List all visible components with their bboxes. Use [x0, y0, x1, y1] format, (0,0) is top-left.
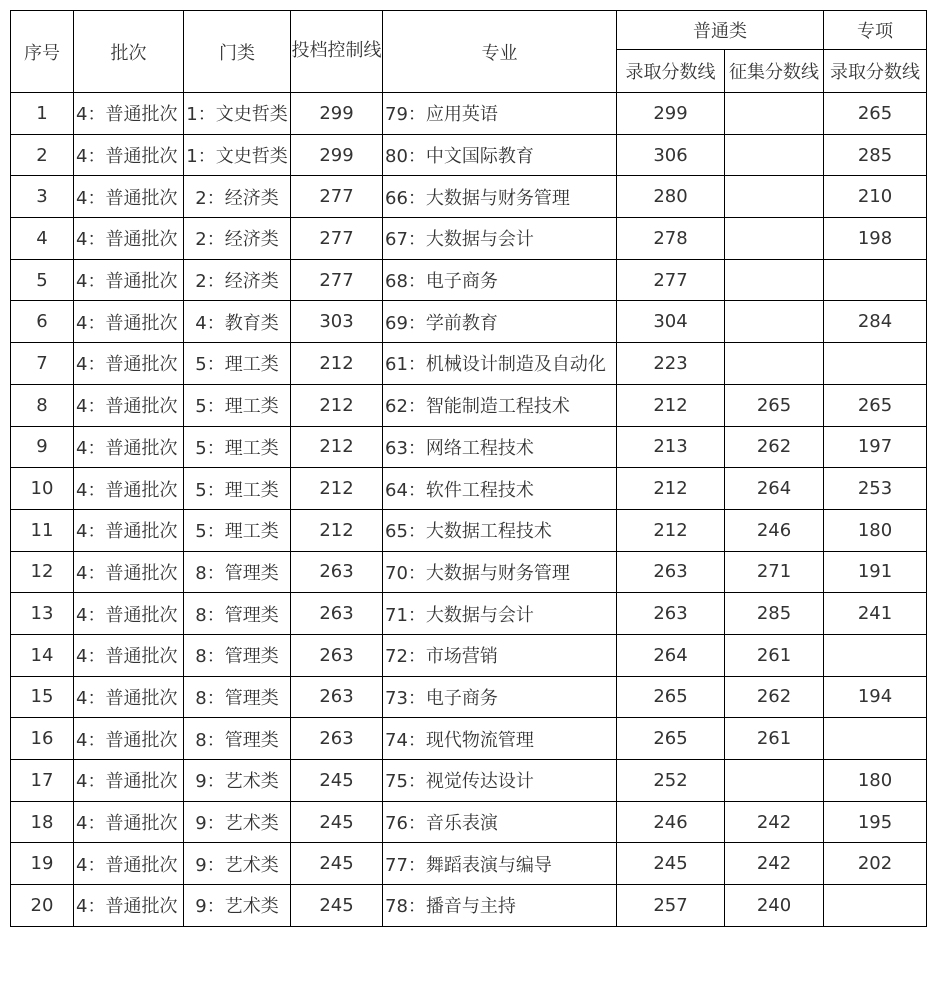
cell-general-admit: 265 [617, 718, 725, 760]
cell-general-admit: 246 [617, 801, 725, 843]
cell-general-admit: 223 [617, 343, 725, 385]
cell-seq: 10 [11, 468, 74, 510]
table-row [11, 551, 927, 593]
cell-category: 5：理工类 [184, 343, 291, 385]
cell-general-admit: 299 [617, 93, 725, 135]
cell-general-admit: 245 [617, 843, 725, 885]
cell-general-admit: 213 [617, 426, 725, 468]
header-special-admit: 录取分数线 [824, 50, 927, 93]
cell-seq: 17 [11, 760, 74, 802]
cell-seq: 13 [11, 593, 74, 635]
header-major: 专业 [383, 11, 617, 93]
table-row [11, 593, 927, 635]
cell-batch: 4：普通批次 [74, 885, 184, 927]
cell-special-admit: 198 [824, 218, 927, 260]
cell-major: 61：机械设计制造及自动化 [383, 343, 617, 385]
cell-batch: 4：普通批次 [74, 551, 184, 593]
cell-general-collect [725, 259, 824, 301]
header-batch: 批次 [74, 11, 184, 93]
cell-general-collect [725, 134, 824, 176]
cell-seq: 6 [11, 301, 74, 343]
cell-general-admit: 304 [617, 301, 725, 343]
cell-special-admit: 180 [824, 760, 927, 802]
cell-general-admit: 264 [617, 634, 725, 676]
cell-control-line: 212 [291, 426, 383, 468]
table-row [11, 676, 927, 718]
cell-major: 73：电子商务 [383, 676, 617, 718]
header-seq: 序号 [11, 11, 74, 93]
cell-seq: 20 [11, 885, 74, 927]
cell-category: 1：文史哲类 [184, 93, 291, 135]
table-row [11, 343, 927, 385]
table-row [11, 134, 927, 176]
cell-seq: 5 [11, 259, 74, 301]
cell-major: 69：学前教育 [383, 301, 617, 343]
cell-general-admit: 263 [617, 593, 725, 635]
cell-seq: 8 [11, 384, 74, 426]
cell-category: 8：管理类 [184, 593, 291, 635]
cell-batch: 4：普通批次 [74, 218, 184, 260]
cell-category: 9：艺术类 [184, 843, 291, 885]
header-category: 门类 [184, 11, 291, 93]
table-row [11, 426, 927, 468]
cell-major: 62：智能制造工程技术 [383, 384, 617, 426]
cell-batch: 4：普通批次 [74, 718, 184, 760]
cell-general-collect [725, 93, 824, 135]
cell-general-collect [725, 343, 824, 385]
cell-category: 1：文史哲类 [184, 134, 291, 176]
cell-general-admit: 280 [617, 176, 725, 218]
cell-control-line: 212 [291, 343, 383, 385]
cell-general-admit: 212 [617, 509, 725, 551]
cell-general-collect: 285 [725, 593, 824, 635]
cell-control-line: 245 [291, 843, 383, 885]
cell-seq: 18 [11, 801, 74, 843]
table-row [11, 259, 927, 301]
cell-major: 71：大数据与会计 [383, 593, 617, 635]
header-control-line: 投档控制线 [291, 11, 383, 93]
cell-general-collect [725, 218, 824, 260]
cell-batch: 4：普通批次 [74, 801, 184, 843]
cell-control-line: 303 [291, 301, 383, 343]
header-general-group: 普通类 [617, 11, 824, 50]
cell-special-admit [824, 343, 927, 385]
table-row [11, 718, 927, 760]
table-body [11, 93, 927, 927]
cell-batch: 4：普通批次 [74, 676, 184, 718]
cell-general-admit: 252 [617, 760, 725, 802]
cell-batch: 4：普通批次 [74, 634, 184, 676]
cell-general-admit: 263 [617, 551, 725, 593]
cell-major: 80：中文国际教育 [383, 134, 617, 176]
table-row [11, 468, 927, 510]
cell-special-admit: 194 [824, 676, 927, 718]
cell-control-line: 245 [291, 885, 383, 927]
cell-control-line: 245 [291, 801, 383, 843]
table-row [11, 760, 927, 802]
cell-batch: 4：普通批次 [74, 593, 184, 635]
cell-control-line: 263 [291, 551, 383, 593]
cell-batch: 4：普通批次 [74, 259, 184, 301]
cell-general-collect: 242 [725, 843, 824, 885]
cell-general-collect: 242 [725, 801, 824, 843]
cell-seq: 15 [11, 676, 74, 718]
header-special-group: 专项 [824, 11, 927, 50]
cell-category: 8：管理类 [184, 634, 291, 676]
cell-control-line: 245 [291, 760, 383, 802]
cell-major: 70：大数据与财务管理 [383, 551, 617, 593]
cell-special-admit: 265 [824, 384, 927, 426]
cell-category: 5：理工类 [184, 468, 291, 510]
cell-special-admit: 253 [824, 468, 927, 510]
cell-special-admit: 197 [824, 426, 927, 468]
table-row [11, 885, 927, 927]
cell-major: 75：视觉传达设计 [383, 760, 617, 802]
cell-seq: 9 [11, 426, 74, 468]
cell-control-line: 277 [291, 218, 383, 260]
cell-special-admit: 195 [824, 801, 927, 843]
table-row [11, 843, 927, 885]
cell-seq: 7 [11, 343, 74, 385]
cell-category: 2：经济类 [184, 218, 291, 260]
cell-special-admit: 285 [824, 134, 927, 176]
cell-control-line: 299 [291, 93, 383, 135]
cell-seq: 3 [11, 176, 74, 218]
cell-major: 68：电子商务 [383, 259, 617, 301]
table-header [11, 11, 927, 93]
cell-seq: 2 [11, 134, 74, 176]
cell-control-line: 263 [291, 676, 383, 718]
cell-major: 77：舞蹈表演与编导 [383, 843, 617, 885]
cell-general-collect: 271 [725, 551, 824, 593]
cell-category: 5：理工类 [184, 384, 291, 426]
cell-batch: 4：普通批次 [74, 509, 184, 551]
cell-major: 66：大数据与财务管理 [383, 176, 617, 218]
cell-category: 8：管理类 [184, 551, 291, 593]
cell-major: 63：网络工程技术 [383, 426, 617, 468]
cell-special-admit: 241 [824, 593, 927, 635]
cell-major: 78：播音与主持 [383, 885, 617, 927]
cell-major: 79：应用英语 [383, 93, 617, 135]
cell-general-collect: 264 [725, 468, 824, 510]
cell-control-line: 277 [291, 259, 383, 301]
cell-general-collect: 261 [725, 634, 824, 676]
cell-special-admit [824, 885, 927, 927]
cell-major: 65：大数据工程技术 [383, 509, 617, 551]
cell-general-admit: 277 [617, 259, 725, 301]
cell-seq: 16 [11, 718, 74, 760]
admission-score-table [10, 10, 927, 927]
cell-category: 2：经济类 [184, 259, 291, 301]
cell-general-collect: 261 [725, 718, 824, 760]
cell-batch: 4：普通批次 [74, 343, 184, 385]
cell-special-admit [824, 634, 927, 676]
cell-special-admit: 284 [824, 301, 927, 343]
cell-seq: 19 [11, 843, 74, 885]
header-general-admit: 录取分数线 [617, 50, 725, 93]
cell-category: 8：管理类 [184, 676, 291, 718]
cell-control-line: 212 [291, 468, 383, 510]
cell-general-admit: 212 [617, 384, 725, 426]
cell-control-line: 299 [291, 134, 383, 176]
cell-major: 67：大数据与会计 [383, 218, 617, 260]
cell-category: 5：理工类 [184, 509, 291, 551]
table-row [11, 301, 927, 343]
cell-category: 9：艺术类 [184, 801, 291, 843]
cell-general-admit: 257 [617, 885, 725, 927]
cell-control-line: 212 [291, 509, 383, 551]
cell-general-collect [725, 176, 824, 218]
cell-general-admit: 212 [617, 468, 725, 510]
cell-control-line: 263 [291, 634, 383, 676]
cell-control-line: 263 [291, 718, 383, 760]
cell-control-line: 263 [291, 593, 383, 635]
cell-special-admit: 180 [824, 509, 927, 551]
cell-batch: 4：普通批次 [74, 176, 184, 218]
cell-batch: 4：普通批次 [74, 134, 184, 176]
cell-general-admit: 265 [617, 676, 725, 718]
cell-special-admit: 202 [824, 843, 927, 885]
cell-special-admit: 191 [824, 551, 927, 593]
cell-major: 76：音乐表演 [383, 801, 617, 843]
table-row [11, 384, 927, 426]
table-row [11, 801, 927, 843]
cell-seq: 11 [11, 509, 74, 551]
cell-general-collect: 262 [725, 426, 824, 468]
cell-category: 9：艺术类 [184, 760, 291, 802]
table-row [11, 176, 927, 218]
cell-category: 8：管理类 [184, 718, 291, 760]
cell-seq: 12 [11, 551, 74, 593]
cell-control-line: 212 [291, 384, 383, 426]
table-row [11, 218, 927, 260]
cell-general-admit: 306 [617, 134, 725, 176]
cell-control-line: 277 [291, 176, 383, 218]
cell-special-admit: 210 [824, 176, 927, 218]
cell-seq: 4 [11, 218, 74, 260]
table-row [11, 634, 927, 676]
cell-general-collect: 246 [725, 509, 824, 551]
cell-batch: 4：普通批次 [74, 843, 184, 885]
cell-special-admit: 265 [824, 93, 927, 135]
cell-batch: 4：普通批次 [74, 384, 184, 426]
cell-category: 4：教育类 [184, 301, 291, 343]
header-general-collect: 征集分数线 [725, 50, 824, 93]
table-row [11, 93, 927, 135]
cell-batch: 4：普通批次 [74, 301, 184, 343]
cell-general-admit: 278 [617, 218, 725, 260]
cell-major: 72：市场营销 [383, 634, 617, 676]
cell-category: 9：艺术类 [184, 885, 291, 927]
cell-special-admit [824, 718, 927, 760]
cell-general-collect [725, 760, 824, 802]
cell-batch: 4：普通批次 [74, 760, 184, 802]
cell-general-collect [725, 301, 824, 343]
cell-seq: 14 [11, 634, 74, 676]
cell-seq: 1 [11, 93, 74, 135]
cell-batch: 4：普通批次 [74, 93, 184, 135]
cell-major: 74：现代物流管理 [383, 718, 617, 760]
cell-general-collect: 262 [725, 676, 824, 718]
cell-general-collect: 240 [725, 885, 824, 927]
cell-special-admit [824, 259, 927, 301]
cell-batch: 4：普通批次 [74, 426, 184, 468]
cell-major: 64：软件工程技术 [383, 468, 617, 510]
cell-batch: 4：普通批次 [74, 468, 184, 510]
cell-general-collect: 265 [725, 384, 824, 426]
cell-category: 2：经济类 [184, 176, 291, 218]
cell-category: 5：理工类 [184, 426, 291, 468]
table-row [11, 509, 927, 551]
